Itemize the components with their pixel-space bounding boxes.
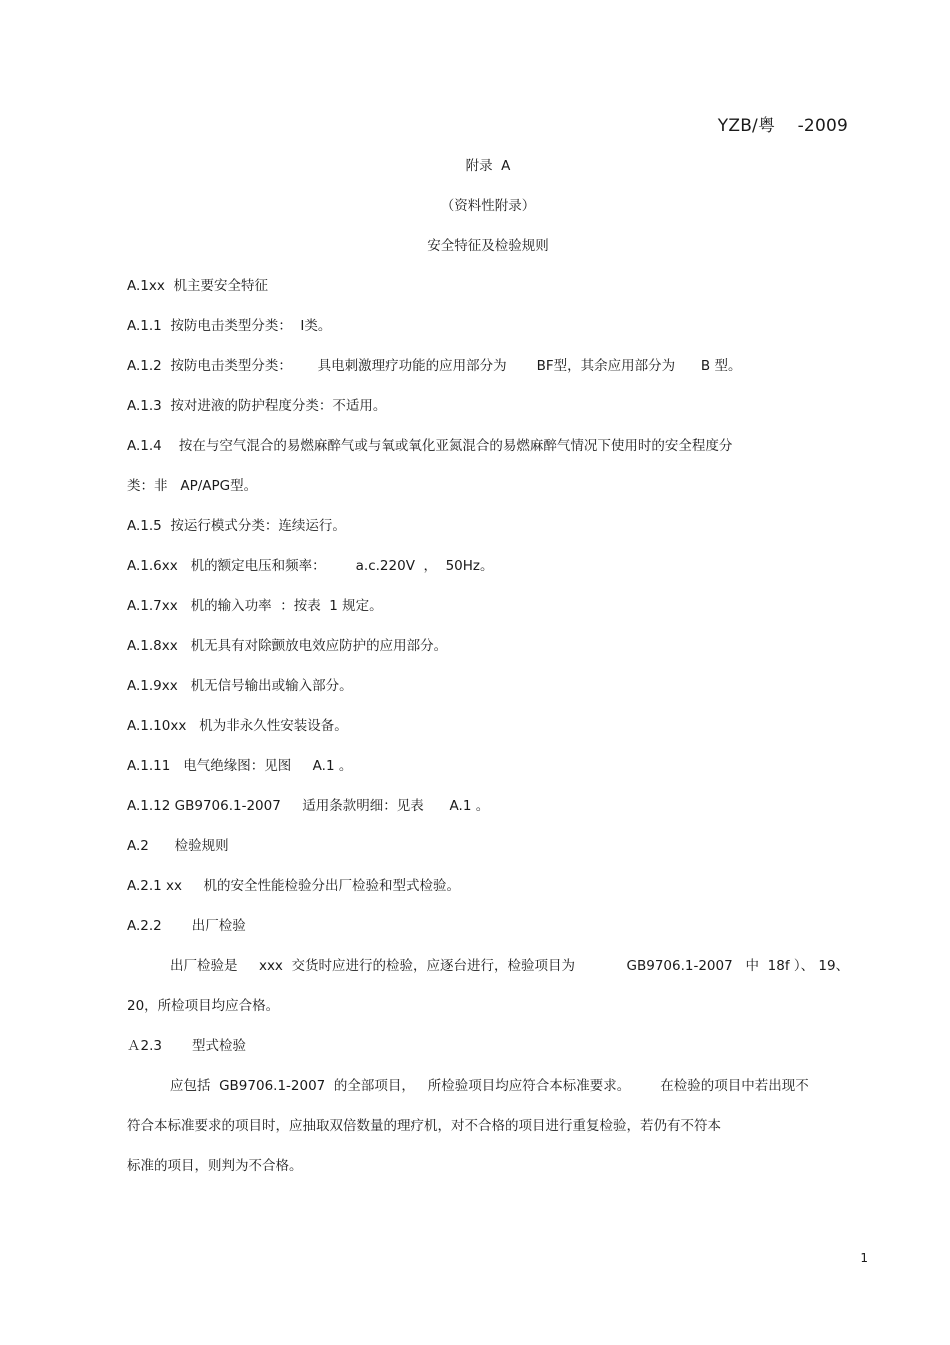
clause-a1-9: A.1.9xx 机无信号输出或输入部分。 [127,678,353,694]
clause-a1-4-continued: 类：非 AP/APG型。 [127,478,258,494]
clause-a1-12: A.1.12 GB9706.1-2007 适用条款明细：见表 A.1 。 [127,798,490,814]
clause-a2-3-body-line2: 符合本标准要求的项目时，应抽取双倍数量的理疗机，对不合格的项目进行重复检验，若仍有不符本 [127,1118,721,1134]
clause-a1-5: A.1.5 按运行模式分类：连续运行。 [127,518,346,534]
clause-a1-4: A.1.4 按在与空气混合的易燃麻醉气或与氧或氧化亚氮混合的易燃麻醉气情况下使用时的安全程度分 [127,438,733,454]
clause-a1-1: A.1.1 按防电击类型分类： Ⅰ类。 [127,318,332,334]
clause-a2-2-heading: A.2.2 出厂检验 [127,918,246,934]
appendix-subtitle: （资料性附录） [440,198,536,214]
clause-a2-2-body: 出厂检验是 xxx 交货时应进行的检验，应逐台进行，检验项目为 GB9706.1-2007 中 18f ）、 19、 [170,958,850,974]
clause-a2-3-body-line3: 标准的项目，则判为不合格。 [127,1158,303,1174]
clause-a1-11: A.1.11 电气绝缘图：见图 A.1 。 [127,758,353,774]
clause-a1-2: A.1.2 按防电击类型分类： 具电刺激理疗功能的应用部分为 BF型，其余应用部分为 B 型。 [127,358,742,374]
section-a2-heading: A.2 检验规则 [127,838,229,854]
clause-a2-1: A.2.1 xx 机的安全性能检验分出厂检验和型式检验。 [127,878,460,894]
clause-a2-3-body: 应包括 GB9706.1-2007 的全部项目， 所检验项目均应符合本标准要求。 在检验的项目中若出现不 [170,1078,809,1094]
clause-a1-3: A.1.3 按对进液的防护程度分类：不适用。 [127,398,387,414]
page-number: 1 [860,1251,868,1265]
clause-a1-6: A.1.6xx 机的额定电压和频率： a.c.220V ， 50Hz。 [127,558,494,574]
clause-a1-8: A.1.8xx 机无具有对除颤放电效应防护的应用部分。 [127,638,448,654]
appendix-heading: 安全特征及检验规则 [427,238,549,254]
appendix-title: 附录 A [465,158,511,174]
section-a1-heading: A.1xx 机主要安全特征 [127,278,268,294]
clause-a2-3-heading: Ａ2.3 型式检验 [127,1038,247,1054]
clause-a1-10: A.1.10xx 机为非永久性安装设备。 [127,718,348,734]
clause-a2-2-body-continued: 20，所检项目均应合格。 [127,998,280,1014]
clause-a1-7: A.1.7xx 机的输入功率 ：按表 1 规定。 [127,598,383,614]
document-code: YZB/粤 -2009 [717,116,848,136]
